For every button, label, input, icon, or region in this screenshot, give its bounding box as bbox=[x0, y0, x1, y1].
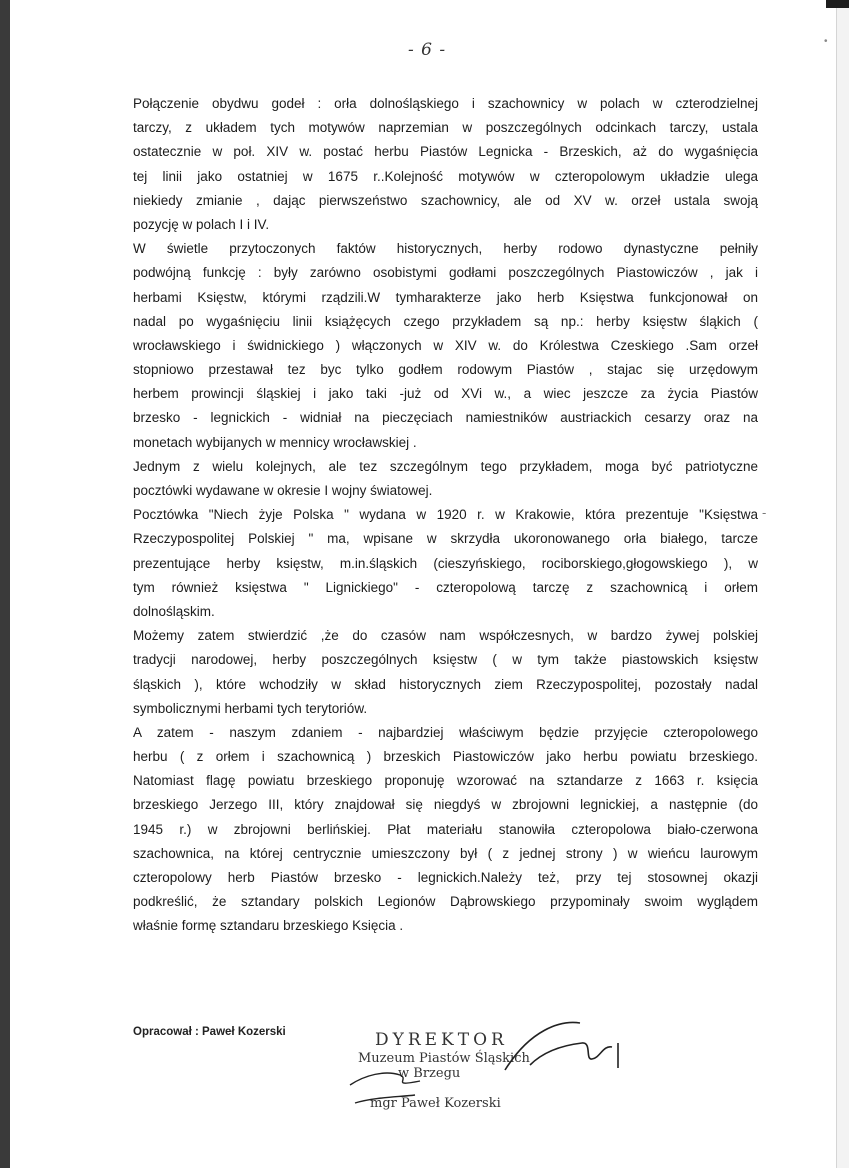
body-line: podkreślić, że sztandary polskich Legionów Dąbrowskiego przypominały swoim wyglądem bbox=[133, 894, 758, 910]
stamp-city: w Brzegu bbox=[398, 1066, 461, 1081]
body-line: niekiedy zmianie , dając pierwszeństwo szachownicy, ale od XV w. orzeł ustala swoją bbox=[133, 192, 758, 208]
body-line: tym również księstwa " Lignickiego" - czteropolową tarczę z szachownicą i orłem bbox=[133, 579, 758, 595]
body-line: Natomiast flagę powiatu brzeskiego proponuję wzorować na sztandarze z 1663 r. księcia bbox=[133, 773, 758, 789]
prepared-by-line: Opracował : Paweł Kozerski bbox=[133, 1026, 286, 1038]
body-line: W świetle przytoczonych faktów historycznych, herby rodowo dynastyczne pełniły bbox=[133, 241, 758, 257]
director-stamp-signature bbox=[330, 1015, 660, 1125]
page-edge-shadow bbox=[836, 0, 849, 1168]
body-line: stopniowo przestawał tez byc tylko godłem rodowym Piastów , stajac się urzędowym bbox=[133, 362, 758, 378]
body-line: monetach wybijanych w mennicy wrocławskiej . bbox=[133, 434, 417, 450]
body-line: Połączenie obydwu godeł : orła dolnośląskiego i szachownicy w polach w czterodzielnej bbox=[133, 96, 758, 111]
body-text bbox=[133, 92, 758, 939]
scan-speck: • bbox=[824, 36, 828, 47]
body-line: Możemy zatem stwierdzić ,że do czasów nam współczesnych, w bardzo żywej polskiej bbox=[133, 628, 758, 644]
body-line: 1945 r.) w zbrojowni berlińskiej. Płat materiału stanowiła czteropolowa biało-czerwona bbox=[133, 821, 758, 837]
body-line: tej linii jako ostatniej w 1675 r..Kolejność motywów w czteropolowym układzie ulega bbox=[133, 168, 758, 184]
body-line: właśnie formę sztandaru brzeskiego Księcia . bbox=[133, 918, 404, 934]
page-number: - 6 - bbox=[408, 40, 447, 60]
body-line: tarczy, z układem tych motywów naprzemian w poszczególnych odcinkach tarczy, ustala bbox=[133, 120, 758, 136]
margin-mark: - bbox=[762, 505, 767, 520]
body-line: A zatem - naszym zdaniem - najbardziej właściwym będzie przyjęcie czteropolowego bbox=[133, 724, 758, 740]
body-line: podwójną funkcję : były zarówno osobistymi godłami poszczególnych Piastowiczów , jak i bbox=[133, 265, 758, 281]
body-line: prezentujące herby księstw, m.in.śląskich (cieszyńskiego, rociborskiego,głogowskiego ), w bbox=[133, 555, 758, 571]
body-line: Rzeczypospolitej Polskiej " ma, wpisane w skrzydła ukoronowanego orła białego, tarcze bbox=[133, 531, 758, 547]
body-line: pozycję w polach I i IV. bbox=[133, 216, 270, 232]
body-line: Pocztówka "Niech żyje Polska " wydana w 1920 r. w Krakowie, która prezentuje "Księstwa bbox=[133, 507, 758, 523]
body-line: szachownica, na której centrycznie umieszczony był ( z jednej strony ) w wieńcu laurowym bbox=[133, 845, 758, 861]
body-line: Jednym z wielu kolejnych, ale tez szczególnym tego przykładem, moga być patriotyczne bbox=[133, 458, 758, 474]
stamp-name: mgr Paweł Kozerski bbox=[370, 1096, 501, 1111]
body-line: pocztówki wydawane w okresie I wojny światowej. bbox=[133, 483, 433, 498]
stamp-title: DYREKTOR bbox=[375, 1030, 508, 1050]
body-line: wrocławskiego i świdnickiego ) włączonych w XIV w. do Królestwa Czeskiego .Sam orzeł bbox=[133, 337, 758, 353]
scan-corner bbox=[826, 0, 849, 8]
body-line: herbami Księstw, którymi rządzili.W tymharakterze jako herb Księstwa funkcjonował on bbox=[133, 289, 758, 305]
body-line: ostatecznie w poł. XIV w. postać herbu Piastów Legnicka - Brzeskich, aż do wygaśnięcia bbox=[133, 144, 758, 160]
body-line: herbu ( z orłem i szachownicą ) brzeskich Piastowiczów jako herbu powiatu brzeskiego. bbox=[133, 749, 758, 765]
body-line: brzesko - legnickich - widniał na pieczęciach namiestników austriackich cesarzy oraz na bbox=[133, 410, 758, 426]
stamp-institution: Muzeum Piastów Śląskich bbox=[358, 1051, 530, 1066]
body-line: nadal po wygaśnięciu linii książęcych czego przykładem są np.: herby księstw śląkich ( bbox=[133, 313, 758, 329]
body-line: tradycji narodowej, herby poszczególnych księstw ( w tym także piastowskich księstw bbox=[133, 652, 758, 668]
body-line: symbolicznymi herbami tych terytoriów. bbox=[133, 700, 368, 716]
body-line: brzeskiego Jerzego III, który znajdował się niegdyś w zbrojowni legnickiej, a następnie (do bbox=[133, 797, 758, 813]
body-line: herbem prowincji śląskiej i jako taki -już od XVi w., a wiec jeszcze za życia Piastów bbox=[133, 386, 758, 402]
body-line: czteropolowy herb Piastów brzesko - legnickich.Należy też, przy tej stosownej okazji bbox=[133, 870, 758, 885]
body-line: śląskich ), które wchodziły w skład historycznych ziem Rzeczypospolitej, pozostały nadal bbox=[133, 676, 758, 692]
body-line: dolnośląskim. bbox=[133, 603, 215, 619]
